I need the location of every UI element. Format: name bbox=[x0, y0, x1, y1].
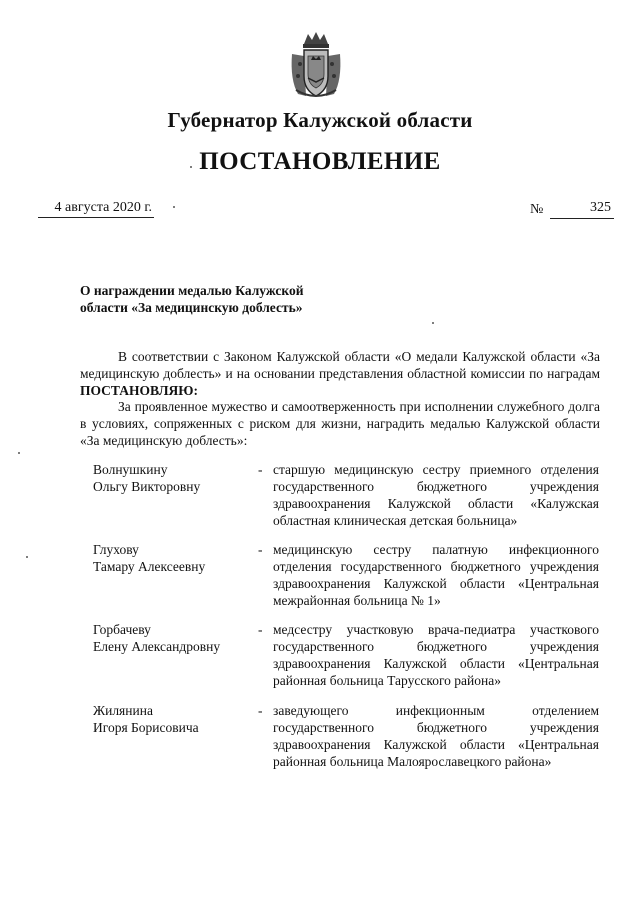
awardee-name bbox=[93, 621, 263, 655]
awardee-position: медсестру участковую врача-педиатра участкового государственного бюджетного учреждения здравоохранения Калужской области «Центральная районная больница Тарусского района» bbox=[273, 622, 599, 688]
awardee-given-names: Игоря Борисовича bbox=[93, 720, 199, 735]
awardee-entry bbox=[80, 541, 600, 613]
scan-speck bbox=[26, 556, 28, 558]
awardee-position: медицинскую сестру палатную инфекционного отделения государственного бюджетного учреждения здравоохранения Калужской области «Центральная межрайонная больница № 1» bbox=[273, 542, 599, 608]
preamble-text: В соответствии с Законом Калужской области «О медали Калужской области «За медицинскую доблесть» и на основании представления областной комиссии по наградам bbox=[80, 349, 600, 381]
awardee-surname: Горбачеву bbox=[93, 622, 151, 637]
awardee-dash: - bbox=[258, 703, 263, 718]
awardee-entry bbox=[80, 621, 600, 693]
scan-speck bbox=[432, 322, 434, 324]
awardee-name bbox=[93, 461, 263, 495]
preamble-paragraph bbox=[80, 348, 600, 399]
scan-speck bbox=[173, 206, 175, 208]
awardee-given-names: Тамару Алексеевну bbox=[93, 559, 206, 574]
document-subject bbox=[80, 282, 350, 316]
awardee-dash: - bbox=[258, 542, 263, 557]
awardee-given-names: Елену Александровну bbox=[93, 639, 221, 654]
awardee-dash: - bbox=[258, 622, 263, 637]
scan-speck bbox=[190, 166, 192, 168]
document-date: 4 августа 2020 г. bbox=[38, 199, 154, 218]
kaluga-coat-of-arms-icon bbox=[286, 30, 346, 102]
number-sign: № bbox=[530, 202, 544, 217]
scan-speck bbox=[18, 452, 20, 454]
awardee-dash: - bbox=[258, 462, 263, 477]
awardee-position: заведующего инфекционным отделением государственного бюджетного учреждения здравоохранения Калужской области «Центральная районная больница Малоярославецкого района» bbox=[273, 703, 599, 769]
document-type: ПОСТАНОВЛЕНИЕ bbox=[199, 148, 441, 175]
number-underline bbox=[550, 218, 614, 219]
awardee-position: старшую медицинскую сестру приемного отделения государственного бюджетного учреждения здравоохранения Калужской области «Калужская областная клиническая детская больница» bbox=[273, 462, 599, 528]
award-paragraph: За проявленное мужество и самоотверженность при исполнении служебного долга в условиях, сопряженных с риском для жизни, наградить медалью Калужской области «За медицинскую доблесть»: bbox=[80, 399, 600, 448]
subject-line-1: О награждении медалью Калужской bbox=[80, 283, 304, 298]
awardee-name bbox=[93, 541, 263, 575]
awardee-surname: Жилянина bbox=[93, 703, 153, 718]
document-number bbox=[530, 199, 614, 219]
awardee-name bbox=[93, 702, 263, 736]
awardee-entry bbox=[80, 702, 600, 774]
awardee-surname: Волнушкину bbox=[93, 462, 168, 477]
decree-keyword: ПОСТАНОВЛЯЮ: bbox=[80, 383, 198, 398]
awardee-surname: Глухову bbox=[93, 542, 139, 557]
awardee-given-names: Ольгу Викторовну bbox=[93, 479, 201, 494]
awardee-entry bbox=[80, 461, 600, 533]
issuer-title: Губернатор Калужской области bbox=[167, 108, 473, 132]
subject-line-2: области «За медицинскую доблесть» bbox=[80, 300, 303, 315]
number-value: 325 bbox=[590, 200, 611, 215]
